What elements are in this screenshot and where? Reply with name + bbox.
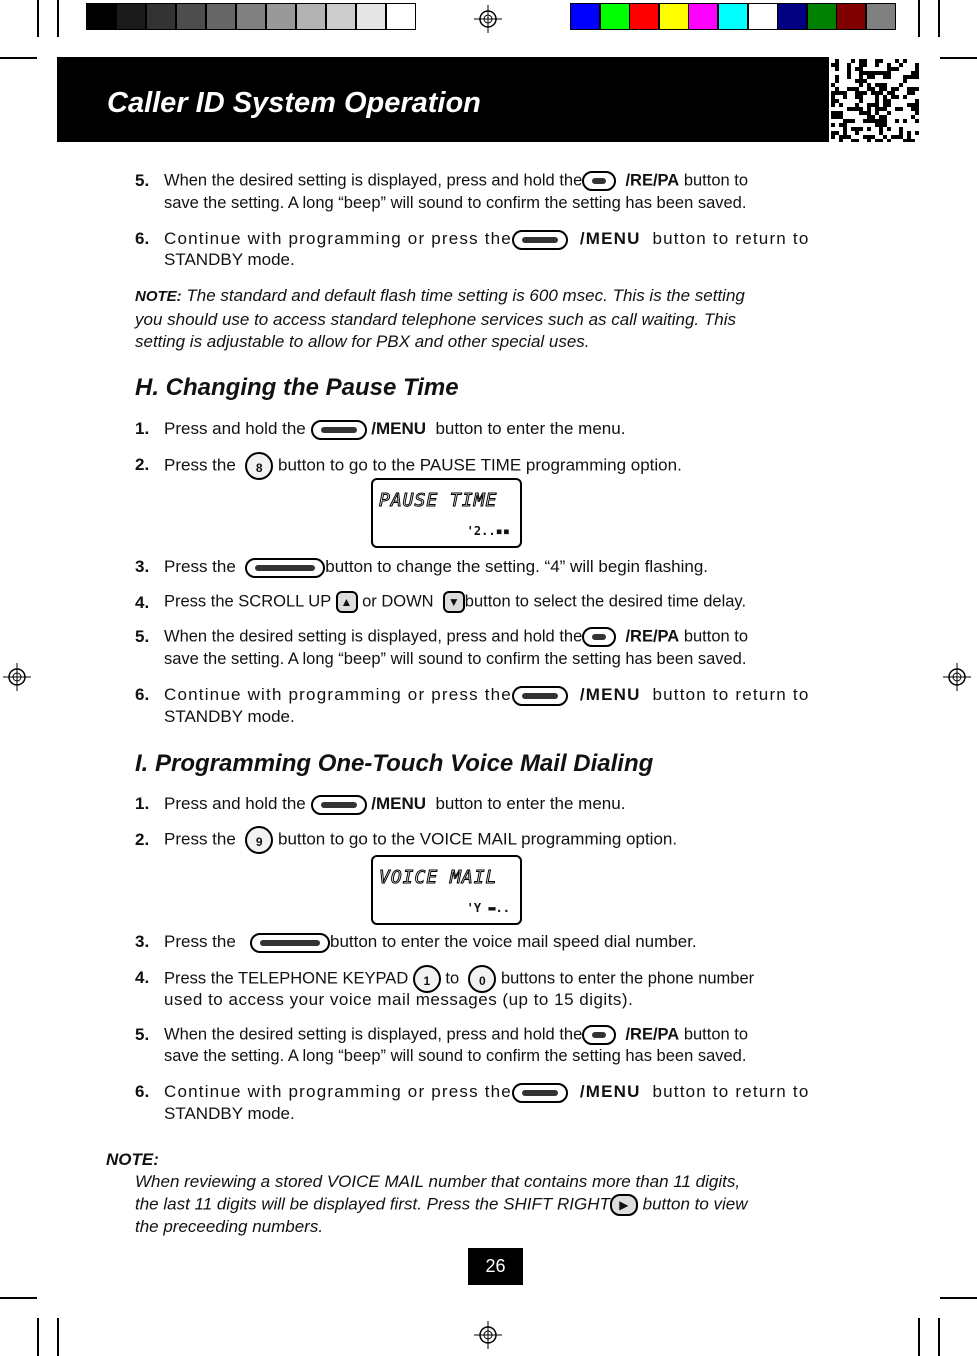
color-swatch: [748, 3, 778, 30]
step-text: When the desired setting is displayed, press and hold the /RE/PA button to: [164, 171, 749, 190]
step-text: used to access your voice mail messages (up to 15 digits).: [164, 990, 634, 1009]
step-number: 6.: [135, 229, 150, 248]
keypad-0-icon: 0: [468, 965, 496, 993]
lcd-display: [371, 478, 522, 548]
step-text: When the desired setting is displayed, press and hold the /RE/PA button to: [164, 627, 749, 646]
step-number: 2.: [135, 830, 150, 849]
step-text: Press and hold the /MENU button to enter the menu.: [164, 794, 626, 813]
step-text: Continue with programming or press the /MENU button to return to: [164, 685, 810, 704]
gray-swatch: [296, 3, 326, 30]
step-number: 2.: [135, 455, 150, 474]
step-text: STANDBY mode.: [164, 1104, 295, 1123]
gray-swatch: [236, 3, 266, 30]
re-pa-button-icon: [582, 627, 616, 647]
step-text: When the desired setting is displayed, press and hold the /RE/PA button to: [164, 1025, 749, 1044]
page-title: Caller ID System Operation: [107, 87, 481, 119]
note-text: the last 11 digits will be displayed first. Press the SHIFT RIGHT ▶ button to view: [135, 1194, 748, 1216]
step-number: 1.: [135, 794, 150, 813]
lcd-display: [371, 855, 522, 925]
crop-mark: [57, 1318, 59, 1356]
step-number: 1.: [135, 419, 150, 438]
step-text: Press the 8 button to go to the PAUSE TIME programming option.: [164, 452, 682, 480]
registration-mark-icon: [943, 663, 971, 691]
gray-swatch: [176, 3, 206, 30]
step-text: Continue with programming or press the /MENU button to return to: [164, 1082, 810, 1101]
section-heading: I. Programming One-Touch Voice Mail Dialing: [135, 750, 654, 777]
note-text: setting is adjustable to allow for PBX and other special uses.: [135, 332, 590, 351]
step-number: 6.: [135, 1082, 150, 1101]
crop-mark: [0, 1297, 37, 1299]
gray-swatch: [116, 3, 146, 30]
step-number: 4.: [135, 968, 150, 987]
step-number: 3.: [135, 557, 150, 576]
crop-mark: [37, 0, 39, 37]
step-text: save the setting. A long “beep” will sound to confirm the setting has been saved.: [164, 194, 747, 212]
step-text: save the setting. A long “beep” will sound to confirm the setting has been saved.: [164, 650, 747, 668]
step-number: 6.: [135, 685, 150, 704]
note-label: NOTE:: [106, 1150, 159, 1169]
shift-right-icon: ▶: [610, 1194, 638, 1216]
step-number: 5.: [135, 627, 150, 646]
step-text: STANDBY mode.: [164, 707, 295, 726]
lcd-text: VOICE MAIL: [379, 867, 498, 888]
page-number: 26: [468, 1248, 523, 1285]
step-text: Press and hold the /MENU button to enter the menu.: [164, 419, 626, 438]
crop-mark: [0, 57, 37, 59]
crop-mark: [57, 0, 59, 37]
re-pa-button-icon: [582, 171, 616, 191]
step-number: 3.: [135, 932, 150, 951]
menu-button-icon: [512, 1083, 568, 1103]
registration-mark-icon: [474, 1321, 502, 1349]
menu-button-icon: [512, 230, 568, 250]
crop-mark: [938, 0, 940, 37]
gray-swatch: [86, 3, 116, 30]
color-swatch: [600, 3, 630, 30]
step-number: 4.: [135, 593, 150, 612]
crop-mark: [940, 57, 977, 59]
re-pa-button-icon: [582, 1025, 616, 1045]
step-text: STANDBY mode.: [164, 250, 295, 269]
step-text: Press the SCROLL UP ▲ or DOWN ▼ button to select the desired time delay.: [164, 591, 746, 613]
color-swatch: [659, 3, 689, 30]
menu-button-icon: [311, 795, 367, 815]
scroll-down-icon: ▼: [443, 591, 465, 613]
gray-swatch: [146, 3, 176, 30]
color-swatch: [777, 3, 807, 30]
step-text: Press the button to enter the voice mail speed dial number.: [164, 932, 697, 951]
note-text: When reviewing a stored VOICE MAIL number that contains more than 11 digits,: [135, 1172, 741, 1191]
gray-swatch: [266, 3, 296, 30]
color-swatch: [866, 3, 896, 30]
gray-swatch: [386, 3, 416, 30]
crop-mark: [37, 1318, 39, 1356]
note-text: NOTE: The standard and default flash time setting is 600 msec. This is the setting: [135, 286, 745, 305]
step-text: Press the button to change the setting. “4” will begin flashing.: [164, 557, 709, 576]
color-swatch: [570, 3, 600, 30]
step-text: Press the 9 button to go to the VOICE MAIL programming option.: [164, 826, 677, 854]
keypad-1-icon: 1: [413, 965, 441, 993]
registration-mark-icon: [3, 663, 31, 691]
crop-mark: [938, 1318, 940, 1356]
step-number: 5.: [135, 171, 150, 190]
menu-button-icon: [512, 686, 568, 706]
crop-mark: [918, 0, 920, 37]
step-number: 5.: [135, 1025, 150, 1044]
crop-mark: [940, 1297, 977, 1299]
step-text: Continue with programming or press the /MENU button to return to: [164, 229, 810, 248]
note-text: the preceeding numbers.: [135, 1217, 324, 1236]
registration-mark-icon: [474, 5, 502, 33]
color-swatch: [629, 3, 659, 30]
lcd-text: PAUSE TIME: [379, 490, 498, 511]
section-heading: H. Changing the Pause Time: [135, 374, 459, 401]
gray-swatch: [356, 3, 386, 30]
color-swatch: [718, 3, 748, 30]
menu-button-icon: [311, 420, 367, 440]
select-button-icon: [250, 933, 330, 953]
lcd-indicators: '2..▪▪: [466, 524, 510, 538]
qr-code-icon: [829, 57, 921, 142]
color-swatch: [688, 3, 718, 30]
scroll-up-icon: ▲: [336, 591, 358, 613]
step-text: save the setting. A long “beep” will sound to confirm the setting has been saved.: [164, 1047, 747, 1065]
color-swatch: [836, 3, 866, 30]
keypad-8-icon: 8: [245, 452, 273, 480]
page-header: [57, 57, 921, 142]
keypad-9-icon: 9: [245, 826, 273, 854]
color-swatch: [807, 3, 837, 30]
crop-mark: [918, 1318, 920, 1356]
lcd-indicators: 'Y ▬..: [466, 901, 510, 915]
note-text: you should use to access standard telephone services such as call waiting. This: [135, 310, 736, 329]
step-text: Press the TELEPHONE KEYPAD 1 to 0 buttons to enter the phone number: [164, 965, 754, 993]
gray-swatch: [326, 3, 356, 30]
gray-swatch: [206, 3, 236, 30]
select-button-icon: [245, 558, 325, 578]
